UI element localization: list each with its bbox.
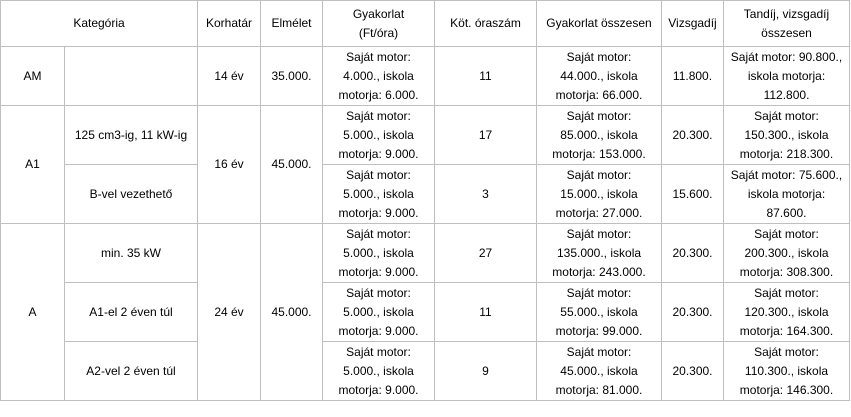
header-practice: Gyakorlat (Ft/óra) [323,1,435,47]
age-limit-cell: 16 év [198,106,261,224]
practice-total-cell: Saját motor: 55.000., iskola motorja: 99.000. [537,283,662,342]
total-fee-cell: Saját motor: 90.800., iskola motorja: 112.800. [724,47,850,106]
hours-cell: 11 [435,47,537,106]
total-fee-cell: Saját motor: 150.300., iskola motorja: 218.300. [724,106,850,165]
table-row [1,224,850,283]
practice-cell: Saját motor: 5.000., iskola motorja: 9.000. [323,283,435,342]
practice-cell: Saját motor: 4.000., iskola motorja: 6.000. [323,47,435,106]
exam-fee-cell: 20.300. [662,224,724,283]
header-theory: Elmélet [261,1,323,47]
practice-total-cell: Saját motor: 45.000., iskola motorja: 81.000. [537,342,662,401]
practice-cell: Saját motor: 5.000., iskola motorja: 9.000. [323,342,435,401]
hours-cell: 9 [435,342,537,401]
exam-fee-cell: 11.800. [662,47,724,106]
header-row [1,1,850,47]
age-limit-cell: 14 év [198,47,261,106]
theory-cell: 35.000. [261,47,323,106]
subcategory-cell [65,47,198,106]
practice-cell: Saját motor: 5.000., iskola motorja: 9.000. [323,106,435,165]
category-cell: AM [1,47,65,106]
practice-total-cell: Saját motor: 44.000., iskola motorja: 66.000. [537,47,662,106]
exam-fee-cell: 15.600. [662,165,724,224]
total-fee-cell: Saját motor: 75.600., iskola motorja: 87.600. [724,165,850,224]
header-practice-total: Gyakorlat összesen [537,1,662,47]
age-limit-cell: 24 év [198,224,261,401]
table-row [1,283,850,342]
hours-cell: 11 [435,283,537,342]
hours-cell: 27 [435,224,537,283]
table-row [1,342,850,401]
exam-fee-cell: 20.300. [662,283,724,342]
subcategory-cell: A1-el 2 éven túl [65,283,198,342]
practice-cell: Saját motor: 5.000., iskola motorja: 9.000. [323,224,435,283]
subcategory-cell: 125 cm3-ig, 11 kW-ig [65,106,198,165]
practice-total-cell: Saját motor: 15.000., iskola motorja: 27.000. [537,165,662,224]
subcategory-cell: min. 35 kW [65,224,198,283]
category-cell: A [1,224,65,401]
practice-total-cell: Saját motor: 135.000., iskola motorja: 243.000. [537,224,662,283]
table-row [1,47,850,106]
header-total-fee: Tandíj, vizsgadíj összesen [724,1,850,47]
header-exam-fee: Vizsgadíj [662,1,724,47]
total-fee-cell: Saját motor: 200.300., iskola motorja: 308.300. [724,224,850,283]
subcategory-cell: B-vel vezethető [65,165,198,224]
total-fee-cell: Saját motor: 110.300., iskola motorja: 146.300. [724,342,850,401]
header-category: Kategória [1,1,198,47]
table-row [1,106,850,165]
total-fee-cell: Saját motor: 120.300., iskola motorja: 164.300. [724,283,850,342]
exam-fee-cell: 20.300. [662,342,724,401]
exam-fee-cell: 20.300. [662,106,724,165]
table-row [1,165,850,224]
category-cell: A1 [1,106,65,224]
practice-total-cell: Saját motor: 85.000., iskola motorja: 153.000. [537,106,662,165]
hours-cell: 17 [435,106,537,165]
theory-cell: 45.000. [261,224,323,401]
subcategory-cell: A2-vel 2 éven túl [65,342,198,401]
theory-cell: 45.000. [261,106,323,224]
header-mandatory-hours: Köt. óraszám [435,1,537,47]
practice-cell: Saját motor: 5.000., iskola motorja: 9.000. [323,165,435,224]
header-age-limit: Korhatár [198,1,261,47]
hours-cell: 3 [435,165,537,224]
